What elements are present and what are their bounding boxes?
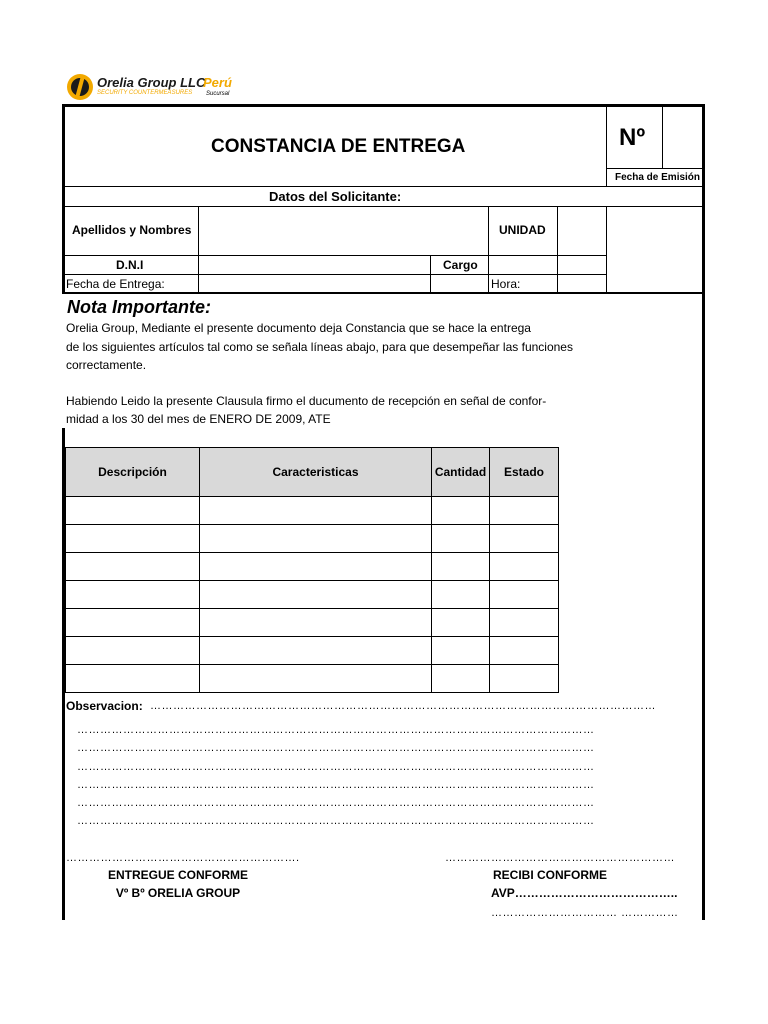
table-cell[interactable]: [200, 581, 432, 609]
table-cell[interactable]: [432, 637, 490, 665]
table-cell[interactable]: [200, 525, 432, 553]
col-characteristics-header: Caracteristicas: [200, 448, 432, 497]
frame-left-top: [62, 104, 65, 294]
table-cell[interactable]: [66, 525, 200, 553]
table-cell[interactable]: [432, 609, 490, 637]
table-cell[interactable]: [200, 497, 432, 525]
issue-date-label: Fecha de Emisión: [615, 172, 701, 183]
number-label: Nº: [619, 124, 646, 151]
divider: [662, 106, 663, 168]
frame-right: [702, 104, 705, 920]
company-name: Orelia Group LLC: [97, 75, 206, 90]
divider: [606, 206, 607, 294]
note-line-1: Orelia Group, Mediante el presente documento deja Constancia que se hace la entrega: [66, 321, 531, 335]
note-line-2: de los siguientes artículos tal como se señala líneas abajo, para que desempeñar las funciones: [66, 340, 573, 354]
observation-line[interactable]: ………………………………………………………………………………………………………………………: [77, 779, 595, 791]
table-row: [66, 525, 559, 553]
divider: [557, 206, 558, 294]
unit-label: UNIDAD: [499, 223, 546, 237]
observation-line[interactable]: ………………………………………………………………………………………………………………………: [77, 742, 595, 754]
items-table: [65, 447, 559, 693]
time-label: Hora:: [491, 277, 521, 291]
left-signature-subtitle: Vº Bº ORELIA GROUP: [115, 886, 241, 900]
table-cell[interactable]: [200, 553, 432, 581]
divider: [64, 255, 607, 256]
applicant-section-title: Datos del Solicitante:: [269, 189, 402, 204]
table-cell[interactable]: [490, 553, 559, 581]
divider: [606, 106, 607, 186]
observation-line[interactable]: ………………………………………………………………………………………………………………………: [77, 761, 595, 773]
table-cell[interactable]: [66, 637, 200, 665]
col-description-header: Descripción: [66, 448, 200, 497]
left-signature-title: ENTREGUE CONFORME: [108, 868, 249, 882]
table-cell[interactable]: [490, 497, 559, 525]
table-cell[interactable]: [432, 553, 490, 581]
right-signature-extra-line[interactable]: …………………………… ……………: [491, 907, 679, 919]
position-label: Cargo: [443, 258, 478, 272]
unit-field[interactable]: [559, 208, 605, 254]
table-cell[interactable]: [490, 609, 559, 637]
table-cell[interactable]: [66, 609, 200, 637]
right-signature-subtitle: AVP…………………………………..: [491, 886, 678, 900]
table-cell[interactable]: [432, 665, 490, 693]
table-cell[interactable]: [200, 609, 432, 637]
right-signature-line[interactable]: ……………………………………………………: [445, 852, 675, 864]
note-line-4: Habiendo Leido la presente Clausula firmo el ducumento de recepción en señal de confor-: [66, 394, 547, 408]
name-field[interactable]: [200, 208, 487, 254]
form-title: CONSTANCIA DE ENTREGA: [211, 136, 466, 157]
company-country: Perú: [203, 75, 232, 90]
issue-date-field[interactable]: [607, 187, 702, 206]
observation-line[interactable]: ………………………………………………………………………………………………………………………: [77, 724, 595, 736]
table-cell[interactable]: [490, 665, 559, 693]
divider: [488, 206, 489, 294]
note-line-5: midad a los 30 del mes de ENERO DE 2009, ATE: [66, 412, 331, 426]
table-cell[interactable]: [432, 525, 490, 553]
time-field[interactable]: [559, 276, 605, 292]
table-row: [66, 581, 559, 609]
observation-line[interactable]: ………………………………………………………………………………………………………………………: [77, 797, 595, 809]
table-cell[interactable]: [490, 525, 559, 553]
observation-line[interactable]: ……………………………………………………………………………………………………………………: [150, 700, 656, 712]
divider: [62, 292, 705, 294]
observation-label: Observacion:: [66, 699, 143, 713]
divider: [64, 206, 703, 207]
table-row: [66, 637, 559, 665]
frame-top: [62, 104, 705, 107]
table-cell[interactable]: [66, 581, 200, 609]
table-row: [66, 497, 559, 525]
note-heading: Nota Importante:: [67, 297, 211, 317]
name-label: Apellidos y Nombres: [72, 223, 192, 237]
left-signature-line[interactable]: …………………………………………………….: [66, 852, 300, 864]
company-branch: Sucursal: [206, 91, 230, 97]
table-cell[interactable]: [432, 581, 490, 609]
table-cell[interactable]: [200, 665, 432, 693]
right-signature-title: RECIBI CONFORME: [493, 868, 607, 882]
items-header-row: [66, 448, 559, 497]
table-cell[interactable]: [200, 637, 432, 665]
observation-line[interactable]: ………………………………………………………………………………………………………………………: [77, 815, 595, 827]
table-row: [66, 665, 559, 693]
divider: [198, 206, 199, 294]
note-line-3: correctamente.: [66, 358, 147, 372]
table-cell[interactable]: [490, 637, 559, 665]
table-cell[interactable]: [432, 497, 490, 525]
col-status-header: Estado: [490, 448, 559, 497]
position-field[interactable]: [490, 257, 605, 273]
col-quantity-header: Cantidad: [432, 448, 490, 497]
table-cell[interactable]: [66, 553, 200, 581]
dni-label: D.N.I: [116, 258, 144, 272]
delivery-date-field[interactable]: [200, 276, 429, 292]
divider: [606, 168, 703, 169]
table-cell[interactable]: [66, 497, 200, 525]
delivery-date-label: Fecha de Entrega:: [66, 277, 165, 291]
company-tagline: SECURITY COUNTERMEASURES: [97, 90, 193, 96]
number-field[interactable]: [664, 108, 701, 166]
dni-field[interactable]: [200, 257, 429, 273]
table-row: [66, 553, 559, 581]
table-row: [66, 609, 559, 637]
divider: [64, 274, 607, 275]
table-cell[interactable]: [490, 581, 559, 609]
table-cell[interactable]: [66, 665, 200, 693]
